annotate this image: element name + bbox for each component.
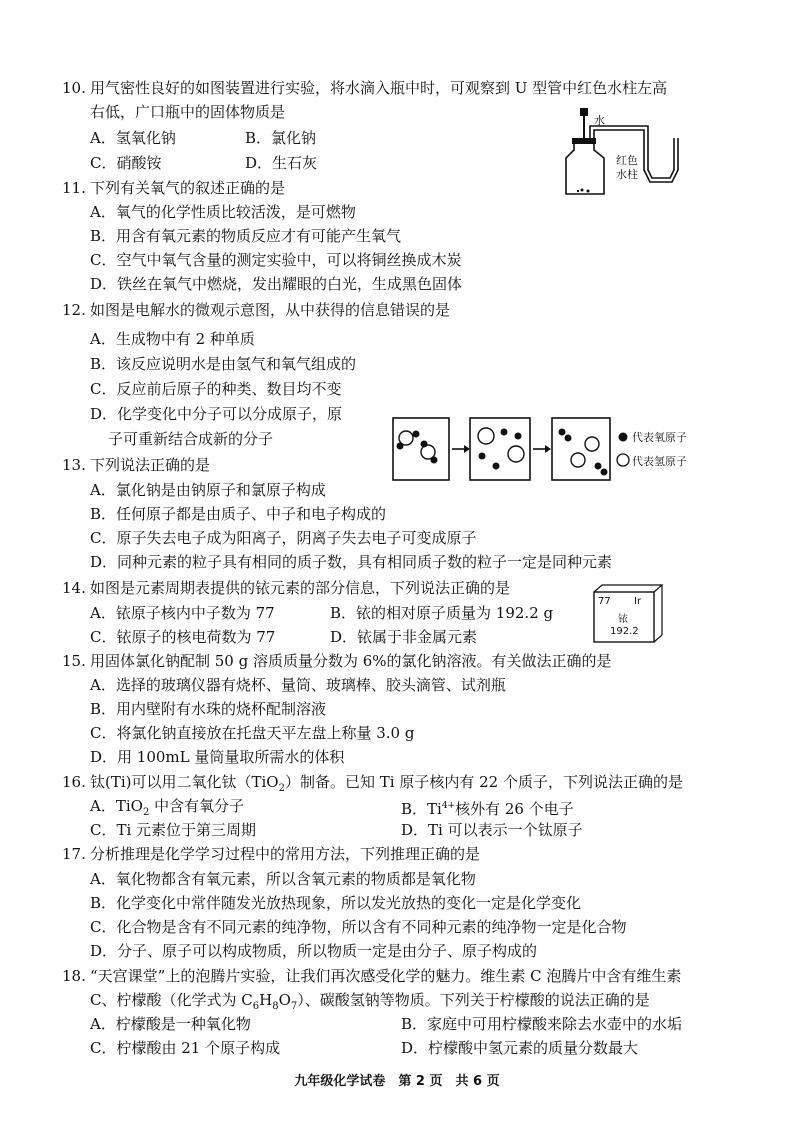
q13-number: 13.	[62, 456, 86, 474]
q13-stem: 下列说法正确的是	[90, 456, 211, 474]
q15-stem-line	[62, 651, 612, 671]
oxygen-atom-legend-icon	[616, 430, 630, 444]
q12-stem-line	[62, 300, 450, 320]
q12-option-b: B．该反应说明水是由氢气和氧气组成的	[90, 355, 357, 373]
legend-hydrogen-label: 代表氢原子	[632, 455, 687, 468]
q16-a-subscript: 2	[142, 807, 150, 818]
q10-option-b: B．氯化钠	[245, 129, 317, 147]
q18-stem-line2	[90, 990, 650, 1017]
q10-option-d: D．生石灰	[245, 154, 318, 172]
cell-symbol: Ir	[634, 596, 642, 607]
q16-stem-part1: 钛(Ti)可以用二氧化钛（TiO	[90, 773, 279, 791]
q16-a-text2: 中含有氧分子	[149, 797, 245, 815]
q18-stem-line1	[62, 966, 681, 986]
iridium-periodic-cell	[592, 584, 664, 644]
q14-option-d: D．铱属于非金属元素	[330, 628, 478, 646]
q13-option-c: C．原子失去电子成为阳离子，阴离子失去电子可变成原子	[90, 529, 477, 547]
q14-number: 14.	[62, 579, 86, 597]
q14-option-a: A．铱原子核内中子数为 77	[90, 604, 275, 622]
q15-stem: 用固体氯化钠配制 50 g 溶质质量分数为 6%的氯化钠溶液。有关做法正确的是	[90, 652, 612, 670]
cell-atomic-number: 77	[598, 596, 611, 607]
q13-option-d: D．同种元素的粒子具有相同的质子数，具有相同质子数的粒子一定是同种元素	[90, 553, 613, 571]
q17-option-d: D．分子、原子可以构成物质，所以物质一定是由分子、原子构成的	[90, 942, 538, 960]
q11-option-b: B．用含有氧元素的物质反应才有可能产生氧气	[90, 227, 402, 245]
q11-option-a: A．氧气的化学性质比较活泼，是可燃物	[90, 203, 356, 221]
q16-b-text2: 核外有 26 个电子	[455, 800, 574, 818]
q16-option-a	[90, 796, 244, 823]
q16-b-superscript: 4+	[441, 801, 456, 811]
q18-stem2-b: ）、碳酸氢钠等物质。下列关于柠檬酸的说法正确的是	[297, 991, 650, 1009]
q18-option-a: A．柠檬酸是一种氧化物	[90, 1015, 251, 1033]
q16-option-b	[401, 796, 574, 819]
electrolysis-micro-diagram	[392, 414, 612, 484]
q16-a-text: A．TiO	[90, 797, 143, 815]
q17-stem-line	[62, 844, 480, 864]
q10-apparatus-figure	[560, 108, 710, 198]
q12-option-d-line1: D．化学变化中分子可以分成原子，原	[90, 405, 343, 423]
q12-option-c: C．反应前后原子的种类、数目均不变	[90, 380, 342, 398]
q14-stem-line	[62, 578, 510, 598]
q12-electrolysis-figure	[392, 414, 612, 484]
q16-b-text: B．Ti	[401, 800, 442, 818]
q14-stem: 如图是元素周期表提供的铱元素的部分信息，下列说法正确的是	[90, 579, 511, 597]
q10-option-a: A．氢氧化钠	[90, 129, 176, 147]
q10-number: 10.	[62, 79, 86, 97]
q10-red-label: 红色	[616, 154, 638, 167]
q16-stem-part2: ）制备。已知 Ti 原子核内有 22 个质子，下列说法正确的是	[284, 773, 683, 791]
q10-column-label: 水柱	[616, 168, 638, 181]
q17-number: 17.	[62, 845, 86, 863]
q17-option-b: B．化学变化中常伴随发光放热现象，所以发光放热的变化一定是化学变化	[90, 894, 582, 912]
page-footer: 九年级化学试卷 第 2 页 共 6 页	[294, 1074, 500, 1089]
q16-number: 16.	[62, 773, 86, 791]
q15-option-c: C．将氯化钠直接放在托盘天平左盘上称量 3.0 g	[90, 724, 415, 742]
q11-stem-line	[62, 178, 285, 198]
q10-water-label: 水	[594, 114, 605, 127]
q11-number: 11.	[62, 179, 86, 197]
q16-stem-line	[62, 772, 683, 799]
cell-atomic-mass: 192.2	[610, 626, 639, 637]
q12-option-a: A．生成物中有 2 种单质	[90, 330, 255, 348]
q14-option-c: C．铱原子的核电荷数为 77	[90, 628, 276, 646]
q18-option-d: D．柠檬酸中氢元素的质量分数最大	[401, 1039, 639, 1057]
q11-option-c: C．空气中氧气含量的测定实验中，可以将铜丝换成木炭	[90, 251, 462, 269]
q18-o: O	[278, 991, 291, 1009]
q18-number: 18.	[62, 967, 86, 985]
q10-stem-line2: 右低，广口瓶中的固体物质是	[90, 103, 286, 121]
q16-option-c: C．Ti 元素位于第三周期	[90, 821, 257, 839]
q13-option-a: A．氯化钠是由钠原子和氯原子构成	[90, 481, 326, 499]
q18-stem2-a: C、柠檬酸（化学式为 C	[90, 991, 253, 1009]
q10-stem: 用气密性良好的如图装置进行实验，将水滴入瓶中时，可观察到 U 型管中红色水柱左高	[90, 79, 668, 97]
q15-option-b: B．用内壁附有水珠的烧杯配制溶液	[90, 700, 327, 718]
q12-stem: 如图是电解水的微观示意图，从中获得的信息错误的是	[90, 301, 451, 319]
q18-sub-h: 8	[272, 1001, 279, 1012]
q14-option-b: B．铱的相对原子质量为 192.2 g	[330, 604, 554, 622]
q10-stem-line1	[62, 78, 667, 98]
q13-option-b: B．任何原子都是由质子、中子和电子构成的	[90, 505, 387, 523]
q15-option-a: A．选择的玻璃仪器有烧杯、量筒、玻璃棒、胶头滴管、试剂瓶	[90, 676, 506, 694]
q17-option-a: A．氧化物都含有氧元素，所以含氧元素的物质都是氧化物	[90, 870, 476, 888]
q18-sub-c: 6	[252, 1001, 260, 1012]
q18-option-c: C．柠檬酸由 21 个原子构成	[90, 1039, 281, 1057]
q12-legend	[616, 428, 726, 468]
q17-option-c: C．化合物是含有不同元素的纯净物，所以含有不同种元素的纯净物一定是化合物	[90, 918, 627, 936]
q17-stem: 分析推理是化学学习过程中的常用方法，下列推理正确的是	[90, 845, 481, 863]
q12-option-d-line2: 子可重新结合成新的分子	[108, 430, 274, 448]
hydrogen-atom-legend-icon	[616, 452, 630, 468]
q16-stem-subscript: 2	[278, 783, 285, 794]
q18-stem: “天宫课堂”上的泡腾片实验，让我们再次感受化学的魅力。维生素 C 泡腾片中含有维生素	[90, 967, 682, 985]
q10-option-c: C．硝酸铵	[90, 154, 162, 172]
q18-h: H	[259, 991, 273, 1009]
q15-number: 15.	[62, 652, 86, 670]
q18-option-b: B．家庭中可用柠檬酸来除去水壶中的水垢	[401, 1015, 683, 1033]
q16-option-d: D．Ti 可以表示一个钛原子	[401, 821, 583, 839]
cell-element-name: 铱	[618, 614, 628, 625]
legend-oxygen-label: 代表氧原子	[632, 431, 687, 444]
q15-option-d: D．用 100mL 量筒量取所需水的体积	[90, 748, 345, 766]
q13-stem-line	[62, 455, 210, 475]
q18-sub-o: 7	[290, 1001, 298, 1012]
q11-option-d: D．铁丝在氧气中燃烧，发出耀眼的白光，生成黑色固体	[90, 275, 463, 293]
q11-stem: 下列有关氧气的叙述正确的是	[90, 179, 286, 197]
q12-number: 12.	[62, 301, 86, 319]
